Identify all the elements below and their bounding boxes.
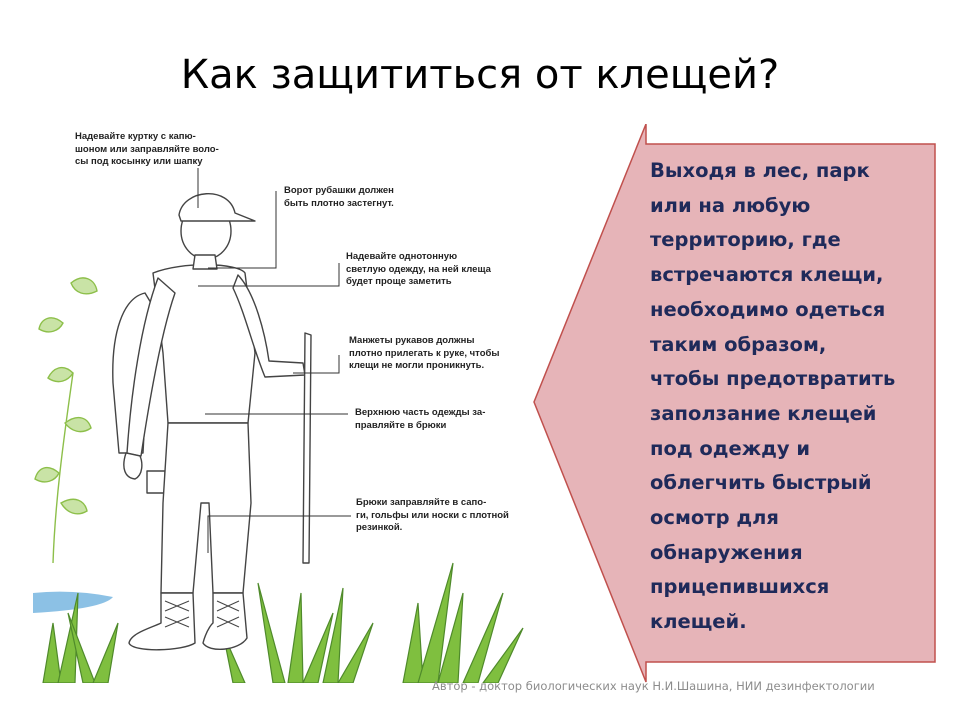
callout-line: Выходя в лес, парк <box>650 159 870 182</box>
callout-line: или на любую <box>650 193 811 217</box>
illustration-label-tuck-shirt <box>355 407 485 432</box>
callout-line: обнаружения <box>650 540 803 564</box>
callout-line: облегчить быстрый <box>650 471 872 495</box>
illustration-label-cuffs <box>349 335 500 373</box>
label-text: Манжеты рукавов должны плотно прилегать к руке, чтобы клещи не могли проникнуть. <box>349 335 500 371</box>
label-text: Надевайте однотонную светлую одежду, на ней клеща будет проще заметить <box>346 251 491 287</box>
callout-line: чтобы предотвратить <box>650 367 896 391</box>
callout-line: встречаются клещи, <box>650 263 884 287</box>
label-text: Брюки заправляйте в сапо- ги, гольфы или носки с плотной резинкой. <box>356 497 509 533</box>
tick-protection-illustration <box>33 123 530 683</box>
callout-line: клещей. <box>650 610 747 634</box>
callout-line: осмотр для <box>650 506 779 530</box>
label-text: Надевайте куртку с капю- шоном или заправляйте воло- сы под косынку или шапку <box>75 131 219 167</box>
callout-line: под одежду и <box>650 436 811 460</box>
label-text: Ворот рубашки должен быть плотно застегнут. <box>284 185 394 209</box>
callout-line: прицепившихся <box>650 575 830 599</box>
author-credit: Автор - доктор биологических наук Н.И.Шашина, НИИ дезинфектологии <box>432 679 875 693</box>
callout-line: заползание клещей <box>650 401 877 425</box>
callout-line: таким образом, <box>650 332 827 356</box>
illustration-label-hood <box>75 131 219 169</box>
callout-line: территорию, где <box>650 228 841 252</box>
callout-line: необходимо одеться <box>650 297 886 321</box>
slide-title: Как защититься от клещей? <box>180 52 780 98</box>
illustration-label-collar <box>284 185 394 210</box>
hiker-figure-icon <box>33 123 530 683</box>
callout-text <box>650 154 930 640</box>
illustration-label-tuck-pants <box>356 497 509 535</box>
illustration-label-light-clothing <box>346 251 491 289</box>
label-text: Верхнюю часть одежды за- правляйте в брюки <box>355 407 486 431</box>
